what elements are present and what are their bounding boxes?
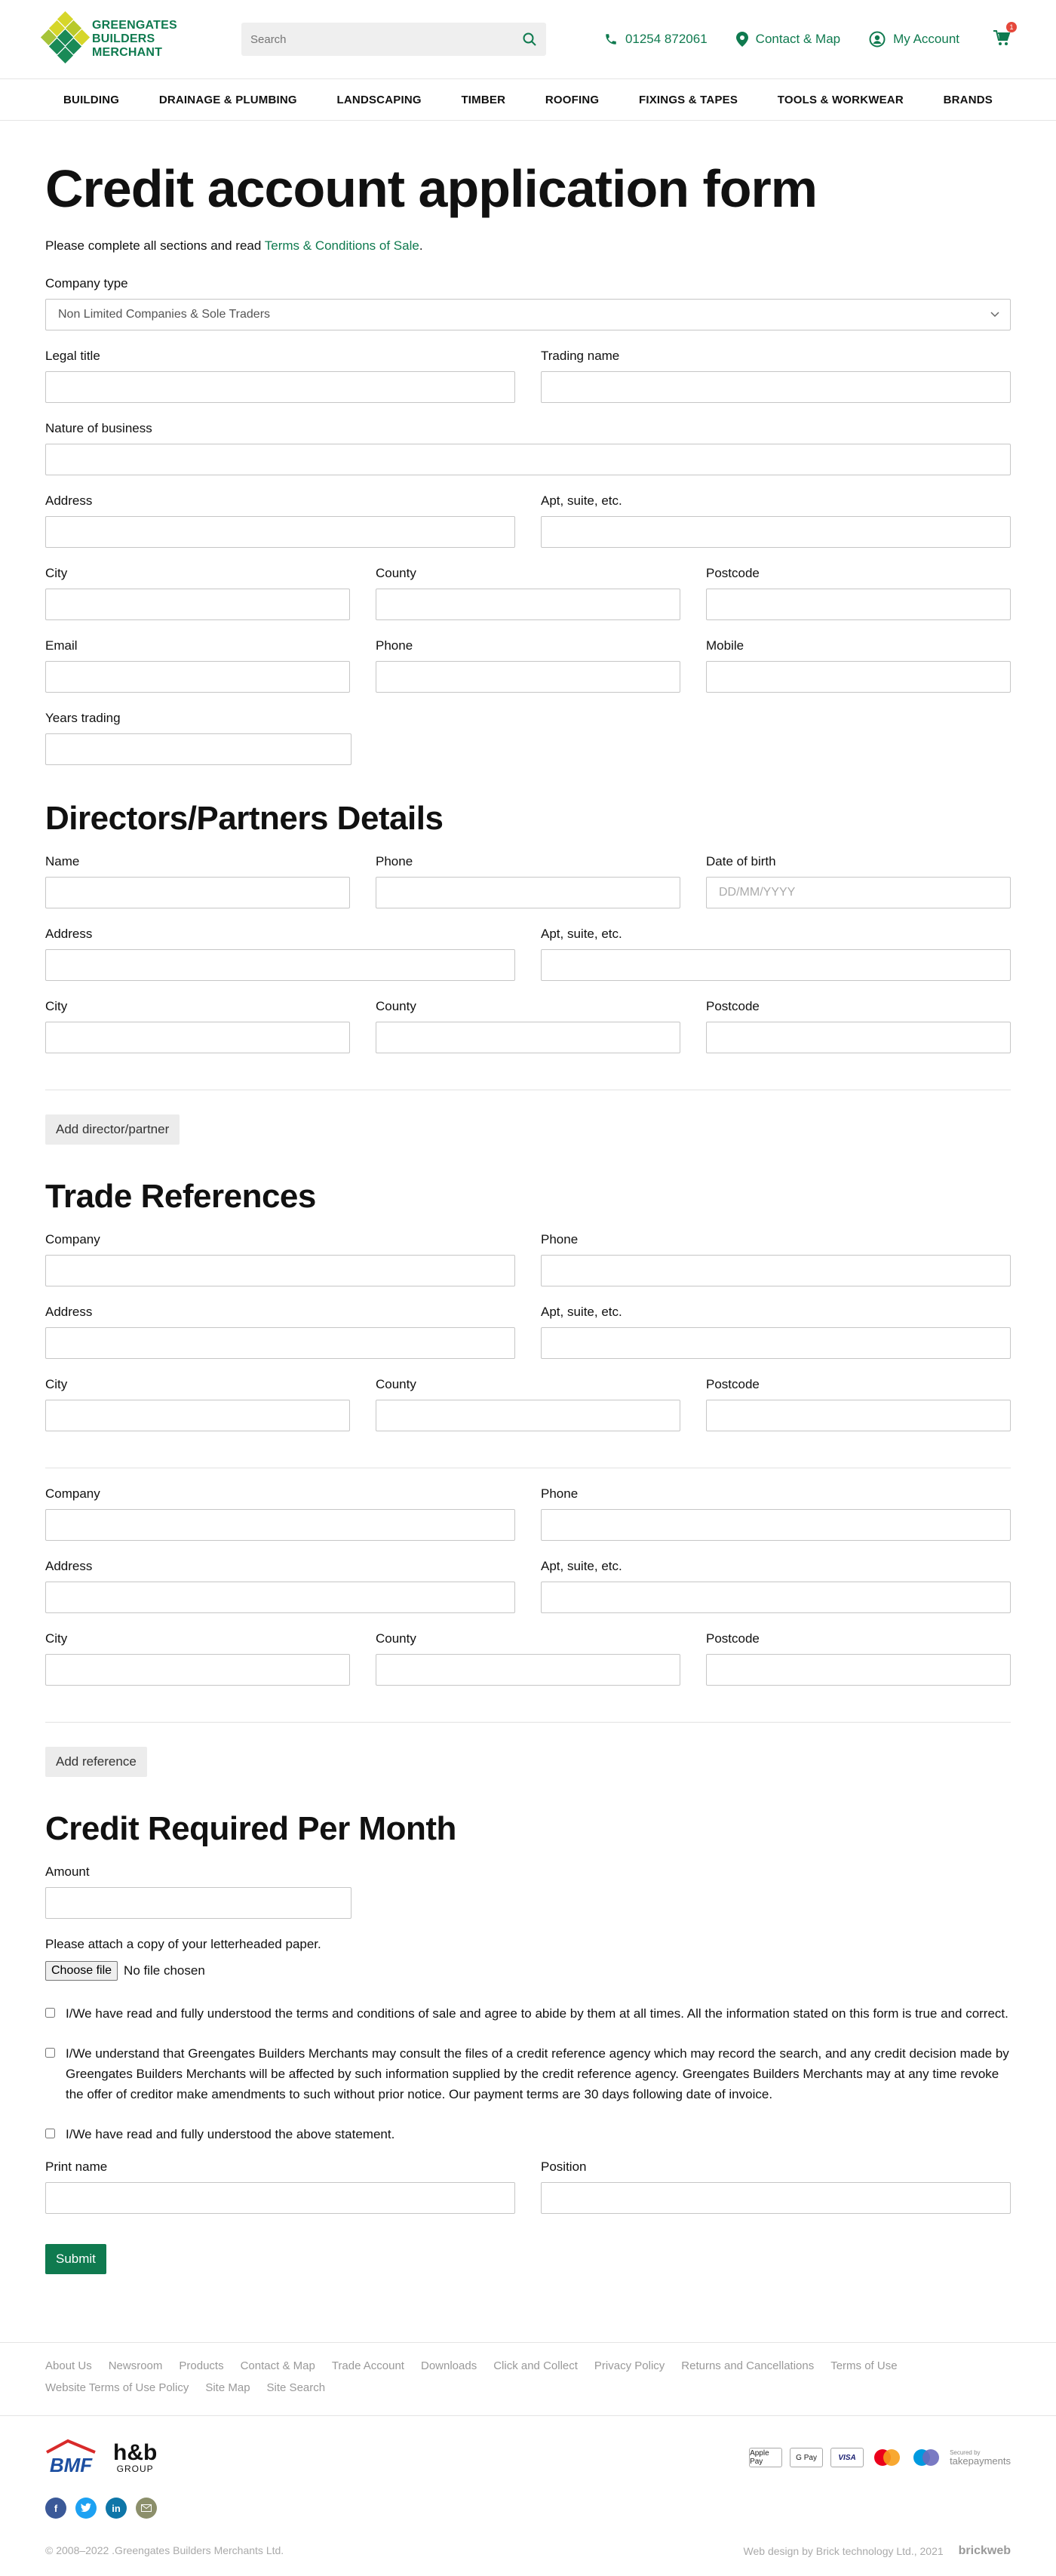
terms-checkbox-label: I/We have read and fully understood the terms and conditions of sale and agree to abide by them at all times. All the information stated on this form is true and correct. [66, 2006, 1008, 2021]
ref-city-field [45, 1377, 350, 1431]
hb-text: h&b [113, 2440, 158, 2465]
ref-company-field [45, 1486, 515, 1541]
directors-heading: Directors/Partners Details [45, 800, 444, 837]
director-apt-field [541, 927, 1011, 981]
ref-apt-input[interactable] [541, 1582, 1011, 1613]
ref-phone-input[interactable] [541, 1509, 1011, 1541]
terms-checkbox-row [45, 2003, 1011, 2024]
footer-link[interactable]: Privacy Policy [594, 2359, 665, 2372]
company-address-input[interactable] [45, 516, 515, 548]
credit-agency-checkbox[interactable] [45, 2048, 55, 2058]
ref-county-label: County [376, 1377, 416, 1391]
company-apt-label: Apt, suite, etc. [541, 493, 622, 508]
director-city-field [45, 999, 350, 1053]
director-dob-field [706, 854, 1011, 908]
add-director-button[interactable]: Add director/partner [45, 1114, 180, 1145]
ref-company-input[interactable] [45, 1255, 515, 1286]
director-county-label: County [376, 999, 416, 1013]
hb-group-logo[interactable] [113, 2442, 157, 2473]
nav-item-roofing[interactable]: ROOFING [545, 93, 600, 106]
amount-input[interactable] [45, 1887, 351, 1919]
ref-address-field [45, 1305, 515, 1359]
file-upload [45, 1961, 1011, 1981]
ref-city-input[interactable] [45, 1654, 350, 1686]
secured-by-text: Secured by [950, 2448, 981, 2456]
mobile-input[interactable] [706, 661, 1011, 693]
statement-checkbox-label: I/We have read and fully understood the above statement. [66, 2127, 395, 2141]
footer-link[interactable]: Products [179, 2359, 224, 2372]
intro-suffix: . [419, 238, 423, 253]
ref-phone-label: Phone [541, 1232, 579, 1247]
my-account-link[interactable] [869, 31, 959, 48]
reference-block [45, 1232, 1011, 1431]
nav-item-fixings-tapes[interactable]: FIXINGS & TAPES [638, 93, 738, 106]
nav-item-brands[interactable]: BRANDS [943, 93, 993, 106]
footer-link[interactable]: Returns and Cancellations [681, 2359, 815, 2372]
company-phone-label: Phone [376, 638, 413, 653]
brickweb-logo[interactable]: brickweb [958, 2544, 1011, 2557]
hb-group-text: GROUP [116, 2464, 154, 2474]
company-city-label: City [45, 566, 68, 580]
company-city-field [45, 566, 350, 620]
twitter-icon[interactable] [75, 2498, 97, 2519]
print-name-input[interactable] [45, 2182, 515, 2214]
years-trading-input[interactable] [45, 733, 351, 765]
ref-city-label: City [45, 1377, 68, 1391]
director-address-input[interactable] [45, 949, 515, 981]
footer-link[interactable]: Website Terms of Use Policy [45, 2381, 189, 2394]
footer-link[interactable]: Site Search [266, 2381, 326, 2394]
company-apt-input[interactable] [541, 516, 1011, 548]
director-phone-field [376, 854, 680, 908]
user-icon [869, 31, 886, 48]
site-logo[interactable] [45, 12, 211, 66]
cart-count-badge: 1 [1006, 22, 1017, 32]
ref-county-input[interactable] [376, 1654, 680, 1686]
ref-city-field [45, 1631, 350, 1686]
director-address-label: Address [45, 927, 93, 941]
nav-item-drainage-plumbing[interactable]: DRAINAGE & PLUMBING [158, 93, 297, 106]
company-address-label: Address [45, 493, 93, 508]
site-header [0, 0, 1056, 79]
web-design-credit [744, 2544, 1011, 2558]
email-field [45, 638, 350, 693]
ref-postcode-input[interactable] [706, 1400, 1011, 1431]
ref-phone-field [541, 1232, 1011, 1286]
company-address-field [45, 493, 515, 548]
ref-county-field [376, 1377, 680, 1431]
facebook-icon[interactable]: f [45, 2498, 66, 2519]
partner-logos [0, 2416, 1056, 2476]
credit-heading: Credit Required Per Month [45, 1810, 456, 1847]
footer-link[interactable]: Site Map [205, 2381, 250, 2394]
company-apt-field [541, 493, 1011, 548]
mastercard-icon [871, 2448, 903, 2467]
ref-phone-input[interactable] [541, 1255, 1011, 1286]
nature-of-business-field [45, 421, 1011, 475]
ref-county-label: County [376, 1631, 416, 1646]
amount-label: Amount [45, 1864, 90, 1879]
director-postcode-field [706, 999, 1011, 1053]
ref-apt-label: Apt, suite, etc. [541, 1305, 622, 1319]
page-main [0, 158, 1056, 2274]
director-name-field [45, 854, 350, 908]
company-county-field [376, 566, 680, 620]
director-dob-input[interactable] [706, 877, 1011, 908]
company-section [45, 276, 1011, 765]
years-trading-field [45, 711, 351, 765]
trade-references-heading: Trade References [45, 1178, 316, 1215]
trade-references-section [45, 1178, 1011, 1777]
terms-checkbox[interactable] [45, 2008, 55, 2018]
directors-section [45, 800, 1011, 1145]
divider [45, 1722, 1011, 1723]
intro-text [45, 238, 1011, 254]
add-reference-button[interactable]: Add reference [45, 1747, 147, 1777]
footer-link[interactable]: Trade Account [331, 2359, 404, 2372]
director-name-input[interactable] [45, 877, 350, 908]
ref-apt-field [541, 1305, 1011, 1359]
nature-of-business-label: Nature of business [45, 421, 152, 435]
payment-methods [749, 2448, 1011, 2467]
ref-apt-label: Apt, suite, etc. [541, 1559, 622, 1573]
email-input[interactable] [45, 661, 350, 693]
chevron-down-icon [990, 312, 999, 318]
phone-icon [604, 32, 618, 46]
contact-map-label: Contact & Map [755, 32, 841, 46]
nav-item-building[interactable]: BUILDING [63, 93, 120, 106]
maestro-icon [910, 2448, 942, 2467]
nature-of-business-input[interactable] [45, 444, 1011, 475]
legal-title-input[interactable] [45, 371, 515, 403]
email-label: Email [45, 638, 78, 653]
director-apt-label: Apt, suite, etc. [541, 927, 622, 941]
trading-name-input[interactable] [541, 371, 1011, 403]
takepayments-logo [950, 2450, 1011, 2466]
site-footer [0, 2342, 1056, 2576]
footer-link[interactable]: Click and Collect [493, 2359, 578, 2372]
ref-address-input[interactable] [45, 1327, 515, 1359]
print-name-label: Print name [45, 2159, 108, 2174]
years-trading-label: Years trading [45, 711, 121, 725]
ref-address-label: Address [45, 1305, 93, 1319]
statement-checkbox-row [45, 2124, 1011, 2144]
amount-field [45, 1864, 351, 1919]
ref-postcode-label: Postcode [706, 1631, 760, 1646]
company-type-select[interactable] [45, 299, 1011, 330]
apple-pay-icon: Apple Pay [749, 2448, 782, 2467]
submit-button[interactable]: Submit [45, 2244, 106, 2274]
search-input[interactable] [250, 33, 522, 46]
ref-company-field [45, 1232, 515, 1286]
director-phone-input[interactable] [376, 877, 680, 908]
company-type-value: Non Limited Companies & Sole Traders [58, 308, 271, 321]
director-postcode-input[interactable] [706, 1022, 1011, 1053]
page-title: Credit account application form [45, 159, 817, 218]
credit-agency-checkbox-row [45, 2043, 1011, 2104]
ref-postcode-field [706, 1631, 1011, 1686]
email-icon[interactable] [136, 2498, 157, 2519]
company-postcode-label: Postcode [706, 566, 760, 580]
ref-postcode-label: Postcode [706, 1377, 760, 1391]
ref-company-label: Company [45, 1486, 100, 1501]
ref-company-input[interactable] [45, 1509, 515, 1541]
phone-number: 01254 872061 [625, 32, 708, 46]
company-county-input[interactable] [376, 589, 680, 620]
director-phone-label: Phone [376, 854, 413, 868]
director-dob-label: Date of birth [706, 854, 776, 868]
attach-text: Please attach a copy of your letterheaded paper. [45, 1937, 321, 1951]
credit-section [45, 1810, 1011, 2274]
position-field [541, 2159, 1011, 2214]
company-postcode-field [706, 566, 1011, 620]
phone-link[interactable] [604, 32, 708, 47]
ref-address-label: Address [45, 1559, 93, 1573]
footer-links [0, 2343, 996, 2394]
trading-name-label: Trading name [541, 349, 620, 363]
footer-link[interactable]: Downloads [420, 2359, 477, 2372]
legal-title-field [45, 349, 515, 403]
choose-file-button[interactable]: Choose file [45, 1961, 118, 1981]
bmf-roof-icon [45, 2439, 97, 2454]
footer-link[interactable]: Contact & Map [240, 2359, 315, 2372]
director-address-field [45, 927, 515, 981]
footer-link[interactable]: Terms of Use [830, 2359, 898, 2372]
trading-name-field [541, 349, 1011, 403]
mobile-field [706, 638, 1011, 693]
nav-item-timber[interactable]: TIMBER [461, 93, 506, 106]
director-city-label: City [45, 999, 68, 1013]
nav-item-landscaping[interactable]: LANDSCAPING [336, 93, 422, 106]
footer-bottom [0, 2519, 1056, 2576]
ref-apt-field [541, 1559, 1011, 1613]
nav-item-tools-workwear[interactable]: TOOLS & WORKWEAR [777, 93, 904, 106]
ref-apt-input[interactable] [541, 1327, 1011, 1359]
company-phone-input[interactable] [376, 661, 680, 693]
logo-diamonds-icon [45, 12, 86, 66]
director-city-input[interactable] [45, 1022, 350, 1053]
ref-address-field [45, 1559, 515, 1613]
director-name-label: Name [45, 854, 80, 868]
ref-city-input[interactable] [45, 1400, 350, 1431]
company-city-input[interactable] [45, 589, 350, 620]
social-links [0, 2476, 1056, 2519]
ref-county-field [376, 1631, 680, 1686]
ref-phone-field [541, 1486, 1011, 1541]
credit-text[interactable]: Web design by Brick technology Ltd., 2021 [743, 2545, 944, 2557]
ref-city-label: City [45, 1631, 68, 1646]
search-bar[interactable] [241, 23, 546, 56]
director-county-input[interactable] [376, 1022, 680, 1053]
header-links [604, 23, 1014, 50]
ref-company-label: Company [45, 1232, 100, 1247]
main-nav [0, 79, 1056, 121]
logo-text: GREENGATES BUILDERS MERCHANT [92, 19, 177, 59]
file-status: No file chosen [124, 1963, 205, 1978]
mobile-label: Mobile [706, 638, 744, 653]
director-postcode-label: Postcode [706, 999, 760, 1013]
position-label: Position [541, 2159, 587, 2174]
search-icon[interactable] [522, 32, 537, 47]
company-phone-field [376, 638, 680, 693]
bmf-logo[interactable] [45, 2439, 97, 2476]
google-pay-icon: G Pay [790, 2448, 823, 2467]
contact-map-link[interactable] [736, 32, 840, 47]
print-name-field [45, 2159, 515, 2214]
position-input[interactable] [541, 2182, 1011, 2214]
terms-link[interactable]: Terms & Conditions of Sale [264, 238, 419, 253]
ref-county-input[interactable] [376, 1400, 680, 1431]
footer-link[interactable]: About Us [45, 2359, 92, 2372]
cart-button[interactable] [993, 23, 1014, 50]
bmf-text: BMF [49, 2454, 93, 2476]
intro-prefix: Please complete all sections and read [45, 238, 265, 253]
credit-agency-checkbox-label: I/We understand that Greengates Builders Merchants may consult the files of a credit reference agency which may record the search, and any credit decision made by Greengates Builders Merchants will be affected by such information supplied by the credit reference agency. Greengates Builders Merchants may at any time revoke the offer of creditor make amendments to such without prior notice. Our payment terms are 30 days following date of invoice. [66, 2046, 1009, 2101]
footer-link[interactable]: Newsroom [108, 2359, 163, 2372]
takepayments-text: takepayments [950, 2455, 1011, 2467]
company-type-label: Company type [45, 276, 128, 290]
my-account-label: My Account [893, 32, 959, 46]
linkedin-icon[interactable]: in [106, 2498, 127, 2519]
ref-phone-label: Phone [541, 1486, 579, 1501]
ref-postcode-field [706, 1377, 1011, 1431]
reference-block [45, 1486, 1011, 1686]
copyright-text: © 2008–2022 .Greengates Builders Merchants Ltd. [45, 2544, 284, 2556]
statement-checkbox[interactable] [45, 2129, 55, 2138]
map-pin-icon [736, 32, 748, 47]
company-county-label: County [376, 566, 416, 580]
visa-icon: VISA [830, 2448, 864, 2467]
ref-postcode-input[interactable] [706, 1654, 1011, 1686]
director-county-field [376, 999, 680, 1053]
company-postcode-input[interactable] [706, 589, 1011, 620]
company-type-field [45, 276, 1011, 330]
director-apt-input[interactable] [541, 949, 1011, 981]
ref-address-input[interactable] [45, 1582, 515, 1613]
legal-title-label: Legal title [45, 349, 100, 363]
